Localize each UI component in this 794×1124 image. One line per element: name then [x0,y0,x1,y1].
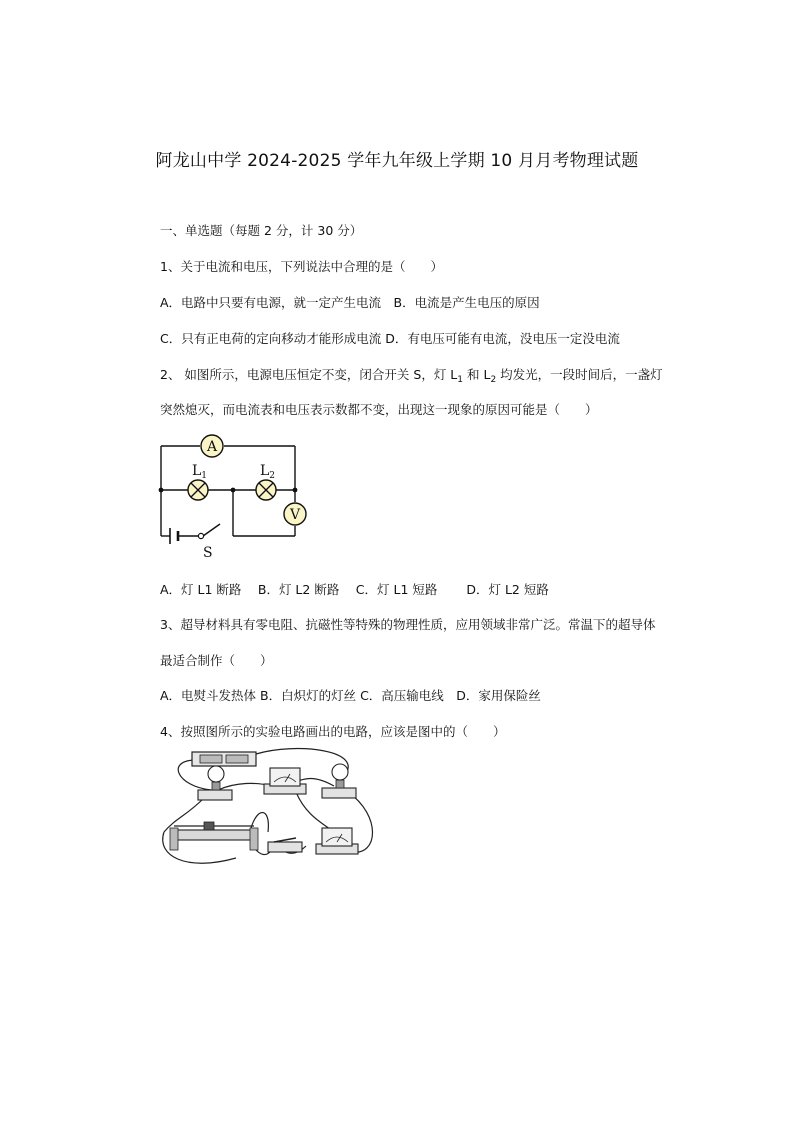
bulb-left [198,766,232,800]
q1-stem: 1、关于电流和电压，下列说法中合理的是（ ） [160,259,443,274]
lamp-l2-letter: L [260,463,270,479]
lamp-l1-letter: L [192,463,202,479]
ammeter-symbol [201,435,223,457]
meter-top [264,768,306,794]
q3-options: A．电熨斗发热体 B．白炽灯的灯丝 C．高压输电线 D．家用保险丝 [160,688,541,703]
junction-dot [159,488,164,493]
q4-stem: 4、按照图所示的实验电路画出的电路，应该是图中的（ ） [160,724,506,739]
q2-sub2: 2 [490,375,497,385]
lamp-l1-label [192,463,207,481]
lamp-l1-symbol [188,480,208,500]
lamp-l2-symbol [256,480,276,500]
q3-stem-line1: 3、超导材料具有零电阻、抗磁性等特殊的物理性质，应用领域非常广泛。常温下的超导体 [160,617,656,632]
knife-switch [268,838,302,852]
switch-contact [198,533,203,538]
rheostat [170,822,258,850]
lamp-l2-label [260,463,275,481]
q2-options: A．灯 L1 断路 B．灯 L2 断路 C．灯 L1 短路 D．灯 L2 短路 [160,582,549,597]
section-heading: 一、单选题（每题 2 分，计 30 分） [160,223,363,238]
voltmeter-label: V [289,507,301,523]
q2-stem-part2: 和 L [463,367,491,382]
q3-stem-line2: 最适合制作（ ） [160,653,273,668]
meter-bottom [316,828,358,854]
switch-label: S [203,545,213,561]
bulb-right [322,764,356,798]
junction-dot [293,488,298,493]
lamp-l2-sub: 2 [269,471,276,481]
q2-stem-part3: 均发光，一段时间后，一盏灯 [496,367,663,382]
battery-box [192,752,256,766]
voltmeter-symbol [284,503,306,525]
exam-title: 阿龙山中学 2024-2025 学年九年级上学期 10 月月考物理试题 [155,151,639,171]
junction-dot [231,488,236,493]
q4-apparatus-photo [156,746,386,872]
q2-stem [160,365,663,385]
q1-options-line2: C．只有正电荷的定向移动才能形成电流 D．有电压可能有电流，没电压一定没电流 [160,331,620,346]
lamp-l1-sub: 1 [201,471,208,481]
q2-sub1: 1 [457,375,464,385]
q2-circuit-diagram [150,428,320,564]
ammeter-label: A [206,439,218,455]
q2-stem-part1: 2、 如图所示，电源电压恒定不变，闭合开关 S，灯 L [160,367,458,382]
q2-stem-line2: 突然熄灭，而电流表和电压表示数都不变，出现这一现象的原因可能是（ ） [160,402,598,417]
q1-options-line1: A．电路中只要有电源，就一定产生电流 B．电流是产生电压的原因 [160,295,540,310]
